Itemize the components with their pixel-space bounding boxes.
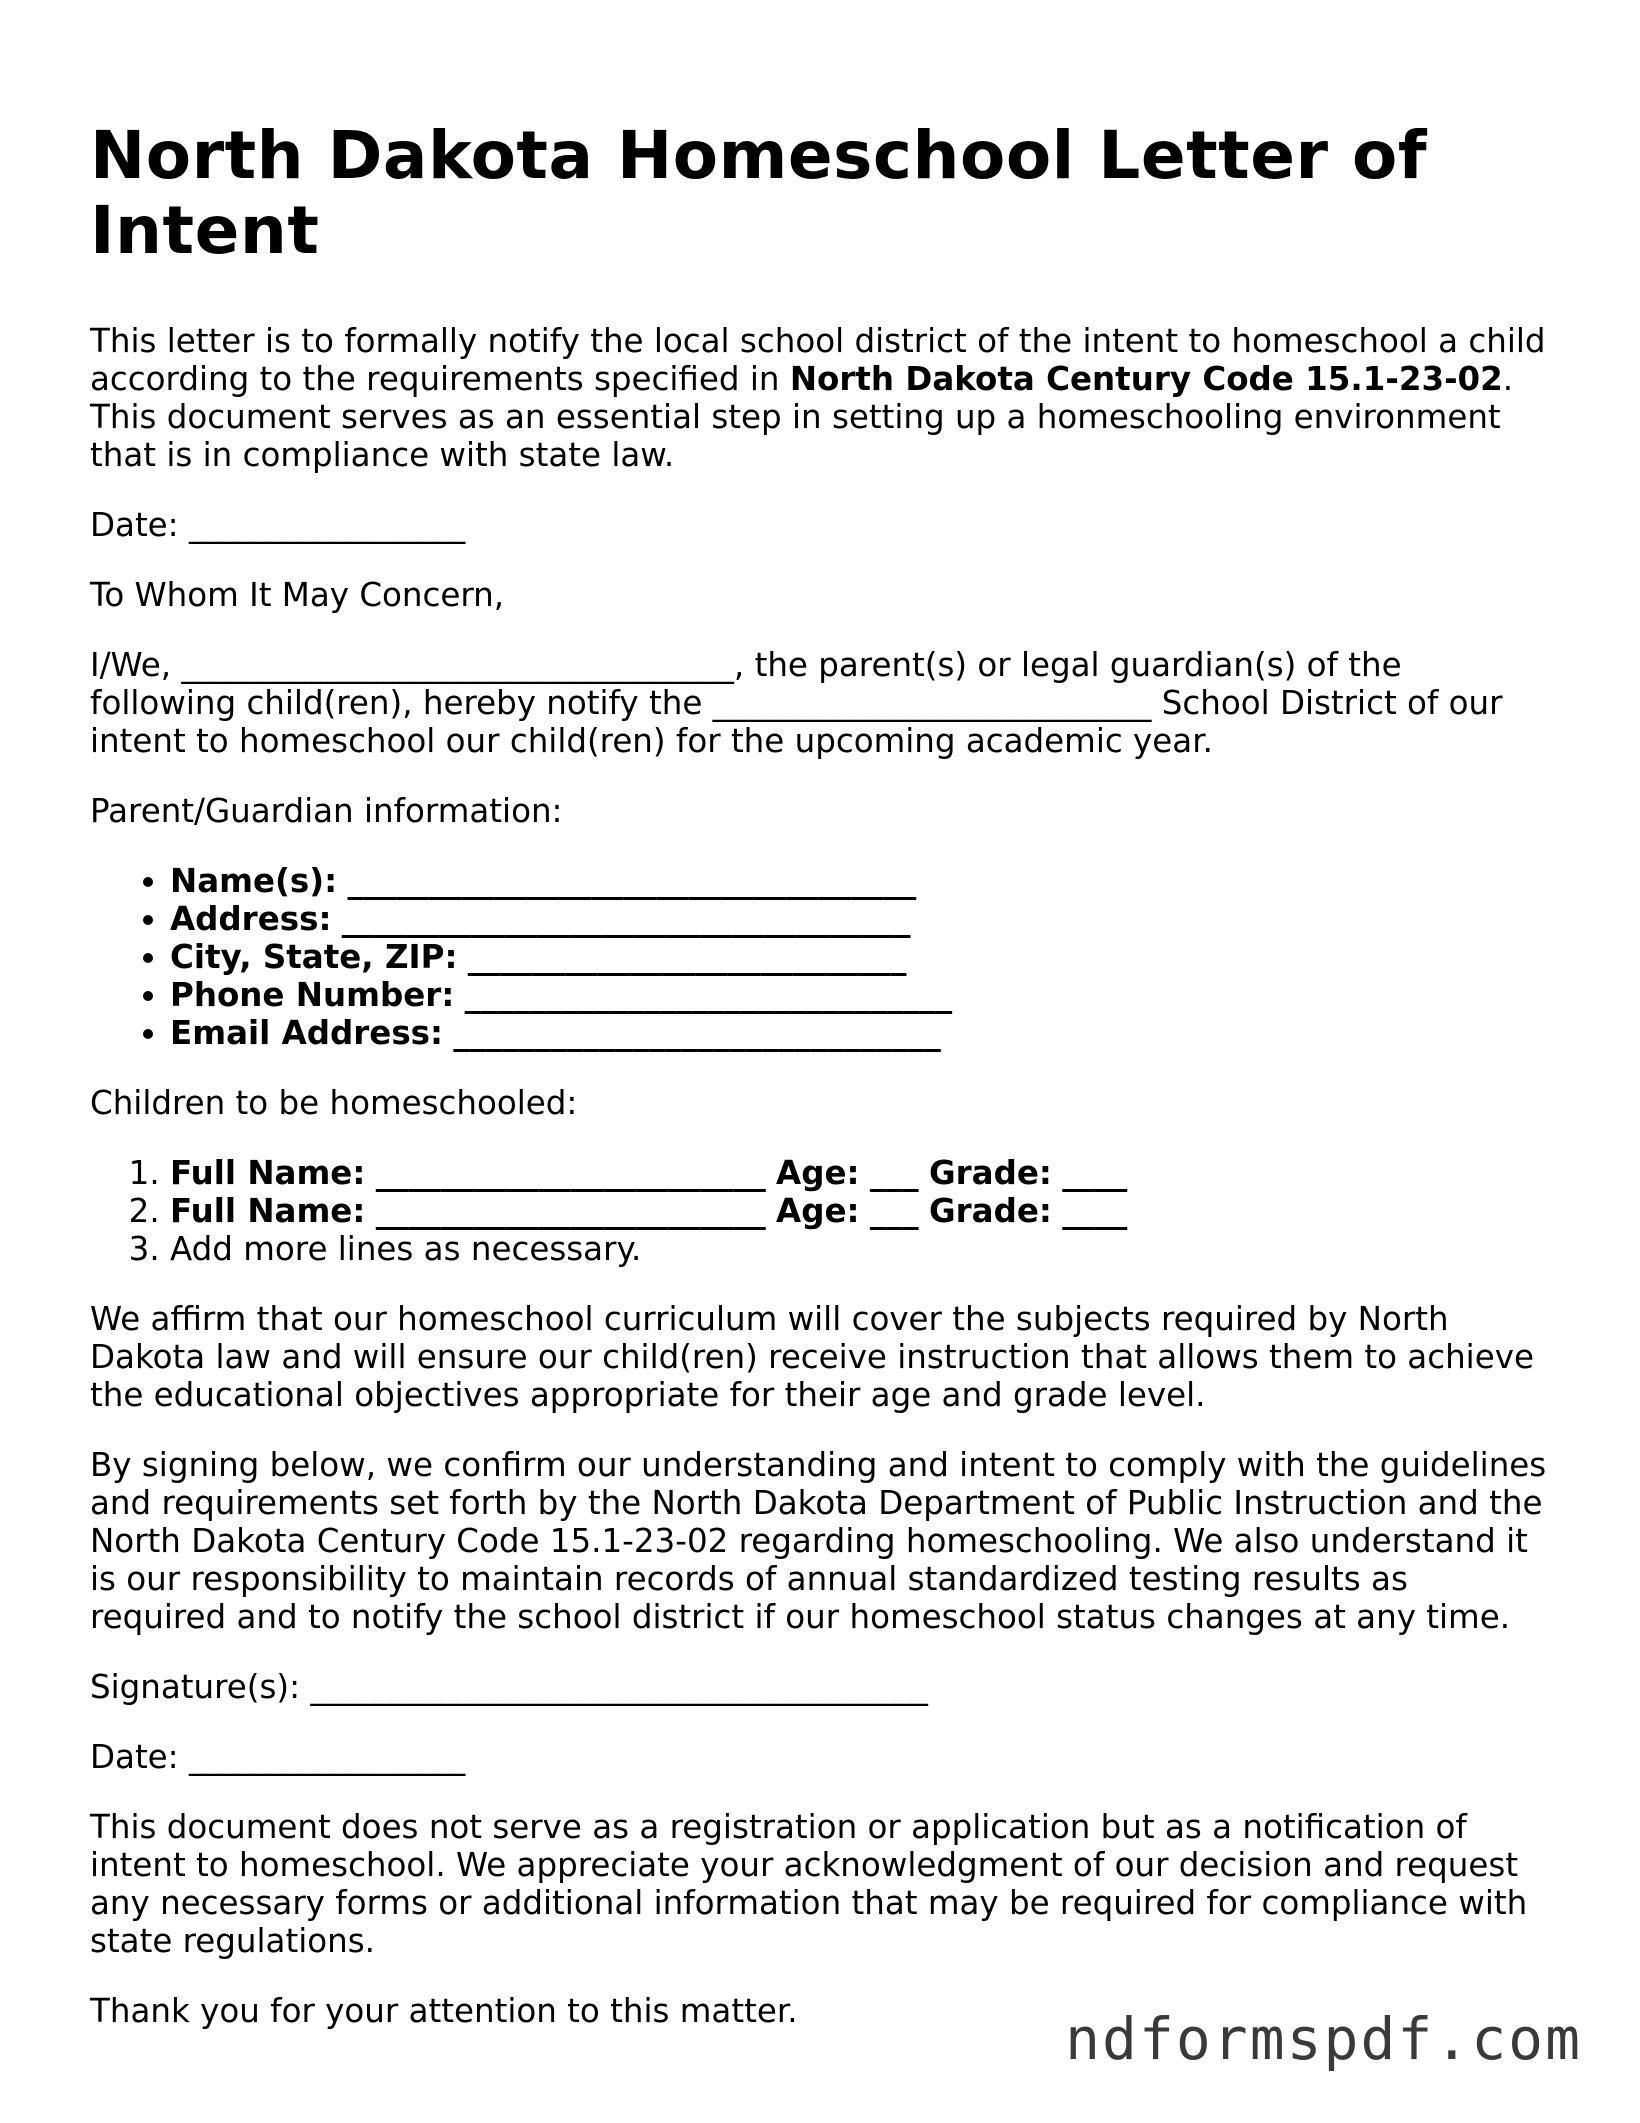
child-name-blank[interactable]: ________________________ [375,1192,766,1230]
child-name-label: Full Name: [170,1154,366,1192]
field-label: Email Address: [170,1014,444,1052]
child-age-blank[interactable]: ___ [869,1154,919,1192]
parent-field-name[interactable] [170,862,1550,900]
parent-field-email[interactable] [170,1014,1550,1052]
confirm-paragraph: By signing below, we confirm our understanding and intent to comply with the guidelines and requirements set forth by the North Dakota Department of Public Instruction and the North Dakota Century Code 15.1-23-02 regarding homeschooling. We also understand it is our responsibility to maintain records of annual standardized testing results as required and to notify the school district if our homeschool status changes at any time. [90,1446,1547,1636]
parent-heading: Parent/Guardian information: [90,792,563,830]
field-label: Address: [170,900,332,938]
child-age-label: Age: [776,1154,860,1192]
field-label: Name(s): [170,862,338,900]
thanks-line: Thank you for your attention to this matter. [90,1992,798,2030]
letter-page [90,118,1550,2062]
children-heading: Children to be homeschooled: [90,1084,578,1122]
field-blank[interactable]: ___________________________ [467,938,907,976]
field-blank[interactable]: ______________________________ [464,976,953,1014]
children-more: 3. Add more lines as necessary. [170,1230,1550,1268]
date-field-2[interactable]: Date: _________________ [90,1738,466,1776]
child-age-label: Age: [776,1192,860,1230]
notify-paragraph[interactable]: I/We, __________________________________, the parent(s) or legal guardian(s) of the following child(ren), hereby notify the ___________________________ School District of our intent to homeschool our child(ren) for the upcoming academic year. [90,646,1503,760]
child-grade-blank[interactable]: ____ [1062,1154,1128,1192]
closing-note: This document does not serve as a registration or application but as a notification of intent to homeschool. We appreciate your acknowledgment of our decision and request any necessary forms or additional information that may be required for compliance with state regulations. [90,1808,1528,1960]
intro-code: North Dakota Century Code 15.1-23-02 [789,360,1503,398]
date-field[interactable]: Date: _________________ [90,506,466,544]
salutation: To Whom It May Concern, [90,576,505,614]
intro-text-after: . This document serves as an essential step in setting up a homeschooling environment that is in compliance with state law. [90,360,1514,474]
parent-field-address[interactable] [170,900,1550,938]
signature-field[interactable]: Signature(s): ______________________________________ [90,1668,928,1706]
intro-paragraph [90,322,1550,474]
field-label: City, State, ZIP: [170,938,458,976]
field-blank[interactable]: ___________________________________ [341,900,911,938]
field-label: Phone Number: [170,976,455,1014]
parent-fields-list [90,862,1550,1052]
field-blank[interactable]: ___________________________________ [347,862,917,900]
child-grade-label: Grade: [928,1154,1052,1192]
children-list [90,1154,1550,1268]
page-title: North Dakota Homeschool Letter of Intent [90,117,1428,269]
parent-field-phone[interactable] [170,976,1550,1014]
child-grade-blank[interactable]: ____ [1062,1192,1128,1230]
affirm-paragraph: We affirm that our homeschool curriculum will cover the subjects required by North Dakota law and will ensure our child(ren) receive instruction that allows them to achieve the educational objectives appropriate for their age and grade level. [90,1300,1534,1414]
intro-text: This letter is to formally notify the local school district of the intent to homeschool a child according to the requirements specified in [90,322,1546,398]
child-age-blank[interactable]: ___ [869,1192,919,1230]
watermark-logo: ndformspdf.com [1065,2005,1582,2073]
child-grade-label: Grade: [928,1192,1052,1230]
child-row-2[interactable] [170,1192,1550,1230]
child-name-blank[interactable]: ________________________ [375,1154,766,1192]
child-row-1[interactable] [170,1154,1550,1192]
parent-field-city[interactable] [170,938,1550,976]
child-name-label: Full Name: [170,1192,366,1230]
field-blank[interactable]: ______________________________ [453,1014,941,1052]
